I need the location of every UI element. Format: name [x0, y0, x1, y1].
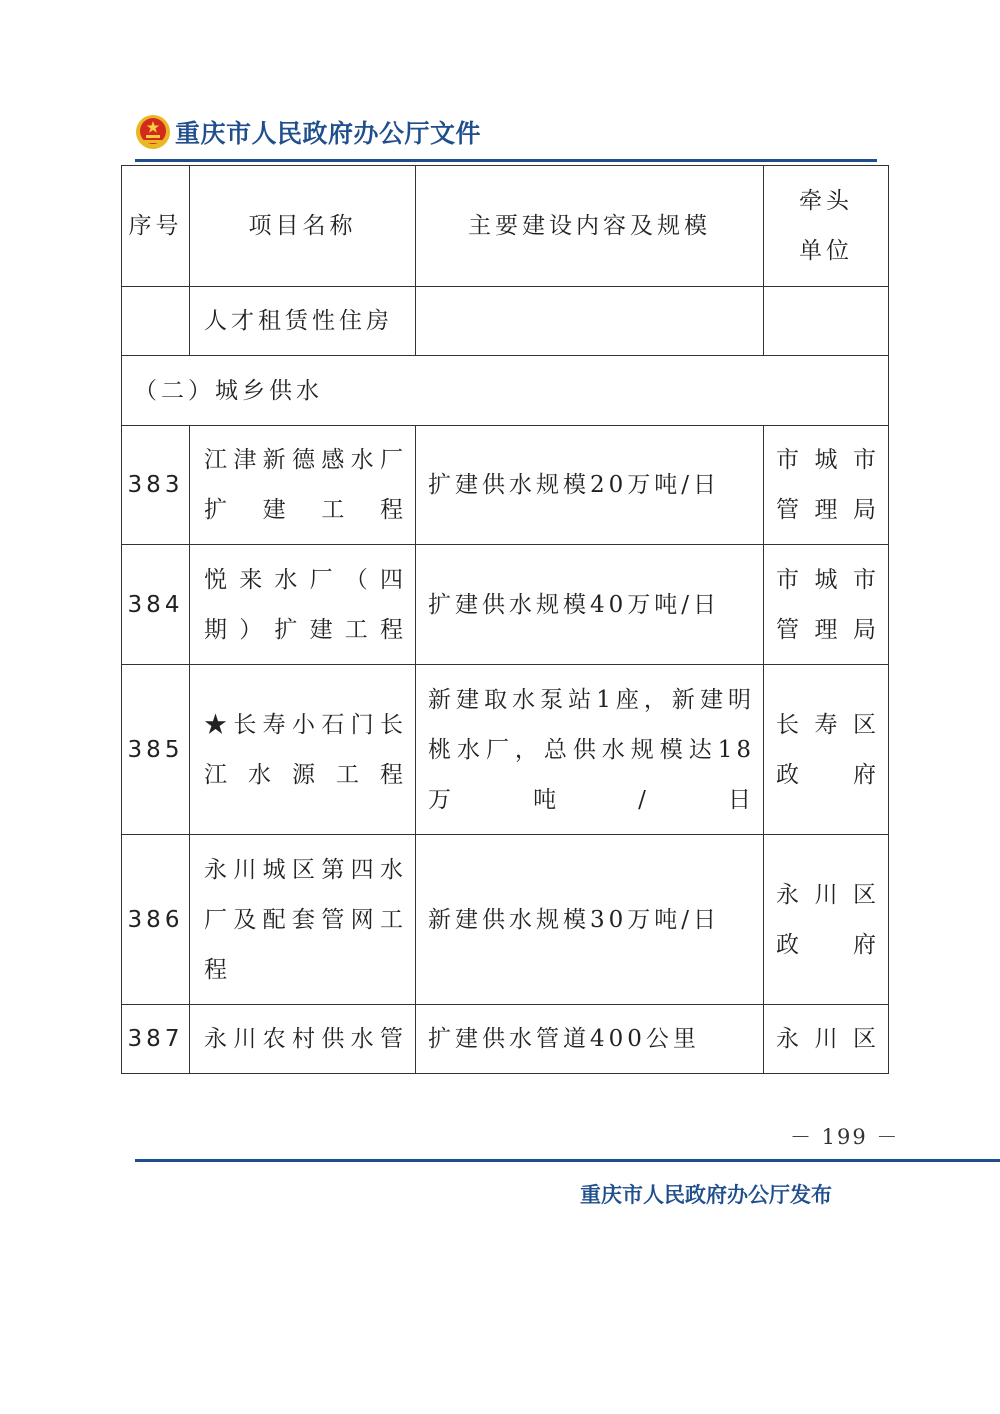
table-header-row — [122, 166, 889, 287]
row-name: 永川城区第四水厂及配套管网工程 — [190, 835, 416, 1005]
page-number: － 199 － — [790, 1125, 900, 1149]
row-name: 人才租赁性住房 — [190, 287, 416, 356]
column-header-no: 序号 — [122, 166, 190, 287]
table-row — [122, 545, 889, 665]
footer-divider — [135, 1159, 1000, 1162]
row-unit: 永川区政府 — [764, 835, 889, 1005]
row-content: 扩建供水规模20万吨/日 — [416, 426, 764, 545]
table-row — [122, 835, 889, 1005]
footer-publisher: 重庆市人民政府办公厅发布 — [580, 1183, 832, 1207]
row-content — [416, 287, 764, 356]
row-name: 永川农村供水管 — [190, 1005, 416, 1074]
row-no: 387 — [122, 1005, 190, 1074]
table-row — [122, 426, 889, 545]
row-no — [122, 287, 190, 356]
column-header-unit: 牵头单位 — [764, 166, 889, 287]
row-name: 江津新德感水厂扩建工程 — [190, 426, 416, 545]
project-table — [121, 165, 889, 1074]
row-content: 扩建供水管道400公里 — [416, 1005, 764, 1074]
row-content: 新建取水泵站1座，新建明桃水厂，总供水规模达18万吨/日 — [416, 665, 764, 835]
row-unit: 市城市管理局 — [764, 545, 889, 665]
column-header-name: 项目名称 — [190, 166, 416, 287]
row-unit: 市城市管理局 — [764, 426, 889, 545]
table-row — [122, 287, 889, 356]
row-unit — [764, 287, 889, 356]
section-row — [122, 356, 889, 426]
row-unit: 永川区 — [764, 1005, 889, 1074]
national-emblem-icon — [135, 114, 171, 150]
header-title: 重庆市人民政府办公厅文件 — [175, 119, 482, 148]
row-content: 扩建供水规模40万吨/日 — [416, 545, 764, 665]
section-title: （二）城乡供水 — [122, 356, 889, 426]
row-name: 悦来水厂（四期）扩建工程 — [190, 545, 416, 665]
row-unit: 长寿区政府 — [764, 665, 889, 835]
row-no: 385 — [122, 665, 190, 835]
row-no: 384 — [122, 545, 190, 665]
document-header — [135, 112, 481, 152]
header-divider — [135, 159, 877, 162]
column-header-content: 主要建设内容及规模 — [416, 166, 764, 287]
row-name: ★长寿小石门长江水源工程 — [190, 665, 416, 835]
table-row — [122, 1005, 889, 1074]
row-no: 386 — [122, 835, 190, 1005]
row-content: 新建供水规模30万吨/日 — [416, 835, 764, 1005]
table-row — [122, 665, 889, 835]
row-no: 383 — [122, 426, 190, 545]
